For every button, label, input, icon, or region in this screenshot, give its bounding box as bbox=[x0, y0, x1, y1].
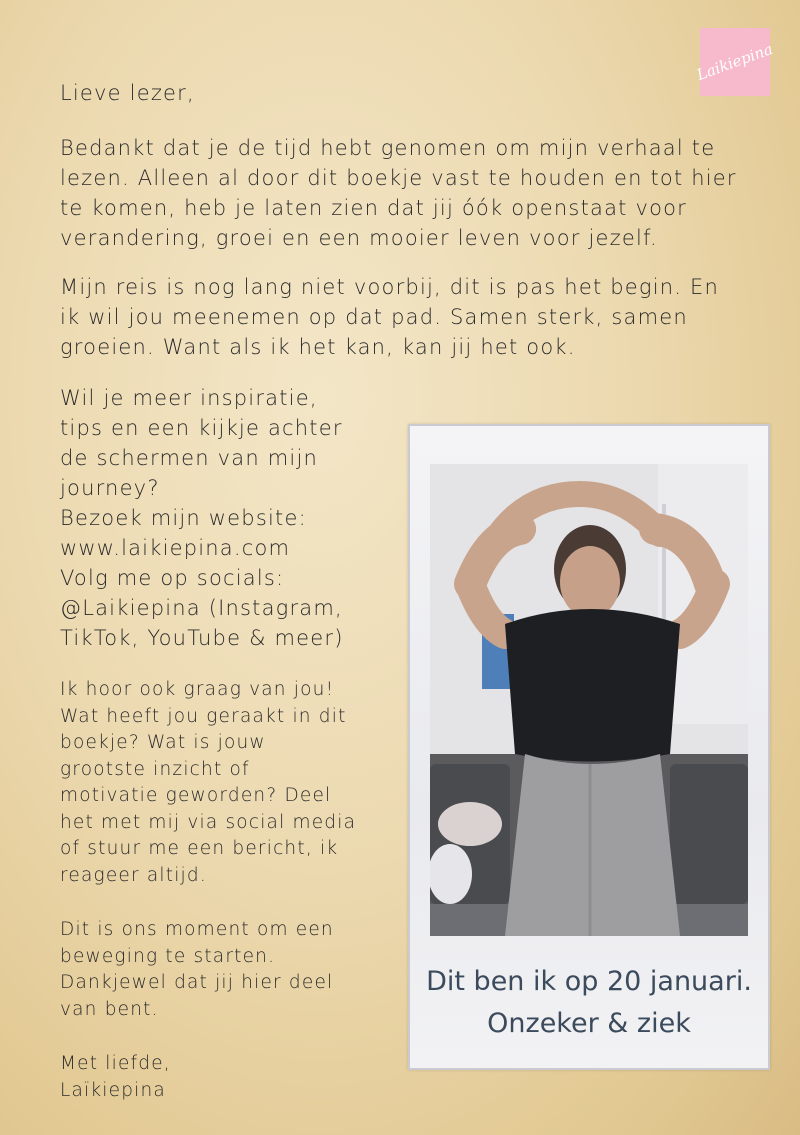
text-line: journey? bbox=[60, 476, 160, 500]
text-line: Volg me op socials: bbox=[60, 566, 285, 590]
text-line: te komen, heb je laten zien dat jij óók openstaat voor bbox=[60, 196, 688, 220]
text-line: Wat heeft jou geraakt in dit bbox=[60, 705, 347, 727]
text-line: het met mij via social media bbox=[60, 811, 357, 833]
text-line: groeien. Want als ik het kan, kan jij het ook. bbox=[60, 335, 576, 359]
text-line: motivatie geworden? Deel bbox=[60, 785, 332, 806]
logo-text: Laikiepina bbox=[694, 39, 776, 85]
text-line: Wil je meer inspiratie, bbox=[60, 386, 318, 410]
text-line: Mijn reis is nog lang niet voorbij, dit is pas het begin. En bbox=[60, 275, 719, 299]
text-line: grootste inzicht of bbox=[60, 758, 250, 780]
social-handle: @Laikiepina (Instagram, bbox=[60, 596, 343, 620]
polaroid-frame bbox=[408, 424, 770, 1070]
text-line: reageer altijd. bbox=[60, 864, 207, 886]
text-line: Dankjewel dat jij hier deel bbox=[60, 972, 334, 993]
text-line: van bent. bbox=[60, 998, 159, 1020]
paragraph-movement bbox=[60, 917, 400, 1023]
text-line: lezen. Alleen al door dit boekje vast te houden en tot hier bbox=[60, 166, 737, 190]
text-line: boekje? Wat is jouw bbox=[60, 732, 266, 753]
text-line: Bedankt dat je de tijd hebt genomen om mijn verhaal te bbox=[60, 136, 716, 160]
paragraph-journey bbox=[60, 272, 760, 362]
text-line: verandering, groei en een mooier leven voor jezelf. bbox=[60, 226, 658, 250]
person-photo-illustration bbox=[430, 464, 748, 936]
text-line: Dit is ons moment om een bbox=[60, 919, 334, 940]
photo bbox=[430, 464, 748, 936]
photo-caption-date: Dit ben ik op 20 januari. bbox=[426, 966, 752, 997]
closing-signature bbox=[60, 1051, 260, 1104]
text-line: TikTok, YouTube & meer) bbox=[60, 626, 344, 650]
text-line: Met liefde, bbox=[60, 1053, 171, 1074]
greeting: Lieve lezer, bbox=[60, 81, 195, 105]
text-line: Ik hoor ook graag van jou! bbox=[60, 679, 335, 700]
paragraph-feedback bbox=[60, 677, 400, 889]
signature-name: Laïkiepina bbox=[60, 1079, 166, 1101]
photo-caption-state: Onzeker & ziek bbox=[487, 1008, 691, 1039]
text-line: de schermen van mijn bbox=[60, 446, 318, 470]
paragraph-thanks bbox=[60, 133, 760, 253]
text-line: Bezoek mijn website: bbox=[60, 506, 307, 530]
text-line: beweging te starten. bbox=[60, 945, 276, 967]
text-line: ik wil jou meenemen op dat pad. Samen sterk, samen bbox=[60, 305, 688, 329]
website-link[interactable]: www.laikiepina.com bbox=[60, 536, 291, 560]
paragraph-socials bbox=[60, 383, 400, 653]
text-line: tips en een kijkje achter bbox=[60, 416, 343, 440]
text-line: of stuur me een bericht, ik bbox=[60, 838, 339, 859]
